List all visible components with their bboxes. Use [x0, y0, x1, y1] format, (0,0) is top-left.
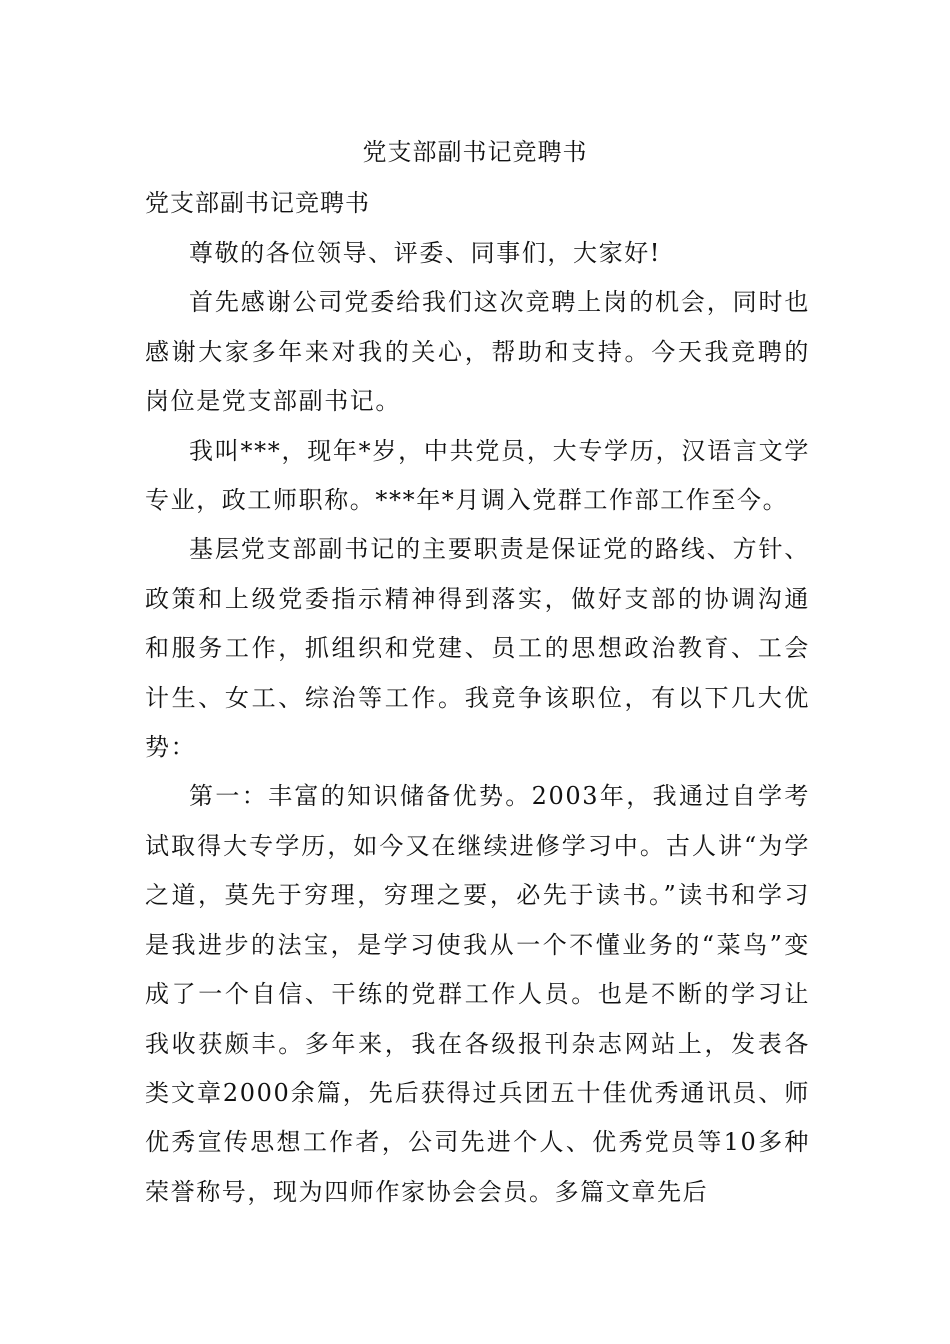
paragraph-self-intro: 我叫***，现年*岁，中共党员，大专学历，汉语言文学专业，政工师职称。***年*月调入党群工作部工作至今。 [145, 436, 810, 515]
document-title: 党支部副书记竞聘书 [362, 138, 588, 166]
document-body [145, 229, 810, 1217]
paragraph-duties: 基层党支部副书记的主要职责是保证党的路线、方针、政策和上级党委指示精神得到落实，做好支部的协调沟通和服务工作，抓组织和党建、员工的思想政治教育、工会计生、女工、综治等工作。我竞争该职位，有以下几大优势： [145, 535, 810, 762]
document-subtitle: 党支部副书记竞聘书 [145, 189, 370, 217]
paragraph-greeting: 尊敬的各位领导、评委、同事们，大家好! [189, 239, 662, 267]
paragraph-advantage-one: 第一：丰富的知识储备优势。2003年，我通过自学考试取得大专学历，如今又在继续进修学习中。古人讲“为学之道，莫先于穷理，穷理之要，必先于读书。”读书和学习是我进步的法宝，是学习使我从一个不懂业务的“菜鸟”变成了一个自信、干练的党群工作人员。也是不断的学习让我收获颇丰。多年来，我在各级报刊杂志网站上，发表各类文章2000余篇，先后获得过兵团五十佳优秀通讯员、师优秀宣传思想工作者，公司先进个人、优秀党员等10多种荣誉称号，现为四师作家协会会员。多篇文章先后 [145, 782, 810, 1206]
paragraph-thanks: 首先感谢公司党委给我们这次竞聘上岗的机会，同时也感谢大家多年来对我的关心，帮助和支持。今天我竞聘的岗位是党支部副书记。 [145, 288, 810, 416]
